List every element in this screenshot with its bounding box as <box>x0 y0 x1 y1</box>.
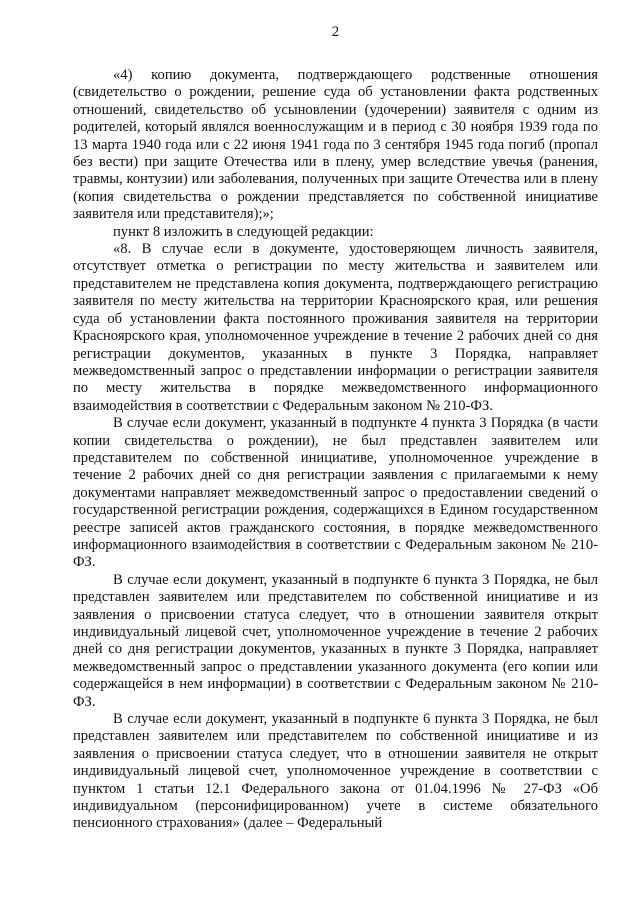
page-number: 2 <box>331 24 340 40</box>
paragraph-clause-8-registration: «8. В случае если в документе, удостоверяющем личность заявителя, отсутствует отметка о регистрации по месту жительства и заявителем или представителем не представлена копия документа, подтверждающего регистрацию заявителя по месту жительства на территории Красноярского края, или решения суда об установлении факта постоянного проживания заявителя на территории Красноярского края, уполномоченное учреждение в течение 2 рабочих дней со дня регистрации документов, указанных в пункте 3 Порядка, направляет межведомственный запрос о представлении информации о регистрации заявителя по месту жительства в порядке межведомственного информационного взаимодействия в соответствии с Федеральным законом № 210-ФЗ. <box>73 241 598 414</box>
paragraph-clause-8-intro: пункт 8 изложить в следующей редакции: <box>113 223 374 240</box>
document-body <box>73 67 598 833</box>
paragraph-birth-certificate-request: В случае если документ, указанный в подпункте 4 пункта 3 Порядка (в части копии свидетельства о рождении), не был представлен заявителем или представителем по собственной инициативе, уполномоченное учреждение в течение 2 рабочих дней со дня регистрации заявления с прилагаемыми к нему документами направляет межведомственный запрос о предоставлении сведений о государственной регистрации рождения, содержащихся в Едином государственном реестре записей актов гражданского состояния, в порядке межведомственного информационного взаимодействия в соответствии с Федеральным законом № 210-ФЗ. <box>73 415 598 571</box>
paragraph-personal-account-opened: В случае если документ, указанный в подпункте 6 пункта 3 Порядка, не был представлен заявителем или представителем по собственной инициативе и из заявления о присвоении статуса следует, что в отношении заявителя открыт индивидуальный лицевой счет, уполномоченное учреждение в течение 2 рабочих дней со дня регистрации документов, указанных в пункте 3 Порядка, направляет межведомственный запрос о представлении указанного документа (его копии или содержащейся в нем информации) в соответствии с Федеральным законом № 210-ФЗ. <box>73 571 598 710</box>
paragraph-personal-account-not-opened: В случае если документ, указанный в подпункте 6 пункта 3 Порядка, не был представлен заявителем или представителем по собственной инициативе и из заявления о присвоении статуса следует, что в отношении заявителя не открыт индивидуальный лицевой счет, уполномоченное учреждение в соответствии с пунктом 1 статьи 12.1 Федерального закона от 01.04.1996 № 27-ФЗ «Об индивидуальном (персонифицированном) учете в системе обязательного пенсионного страхования» (далее – Федеральный <box>73 711 598 832</box>
paragraph-item-4-birth-document: «4) копию документа, подтверждающего родственные отношения (свидетельство о рождении, решение суда об установлении факта родственных отношений, свидетельство об усыновлении (удочерении) заявителя с одним из родителей, который являлся военнослужащим и в период с 30 ноября 1939 года по 13 марта 1940 года или с 22 июня 1941 года по 3 сентября 1945 года погиб (пропал без вести) при защите Отечества или в плену, умер вследствие увечья (ранения, травмы, контузии) или заболевания, полученных при защите Отечества или в плену (копия свидетельства о рождении представляется по собственной инициативе заявителя или представителя);»; <box>73 67 598 223</box>
